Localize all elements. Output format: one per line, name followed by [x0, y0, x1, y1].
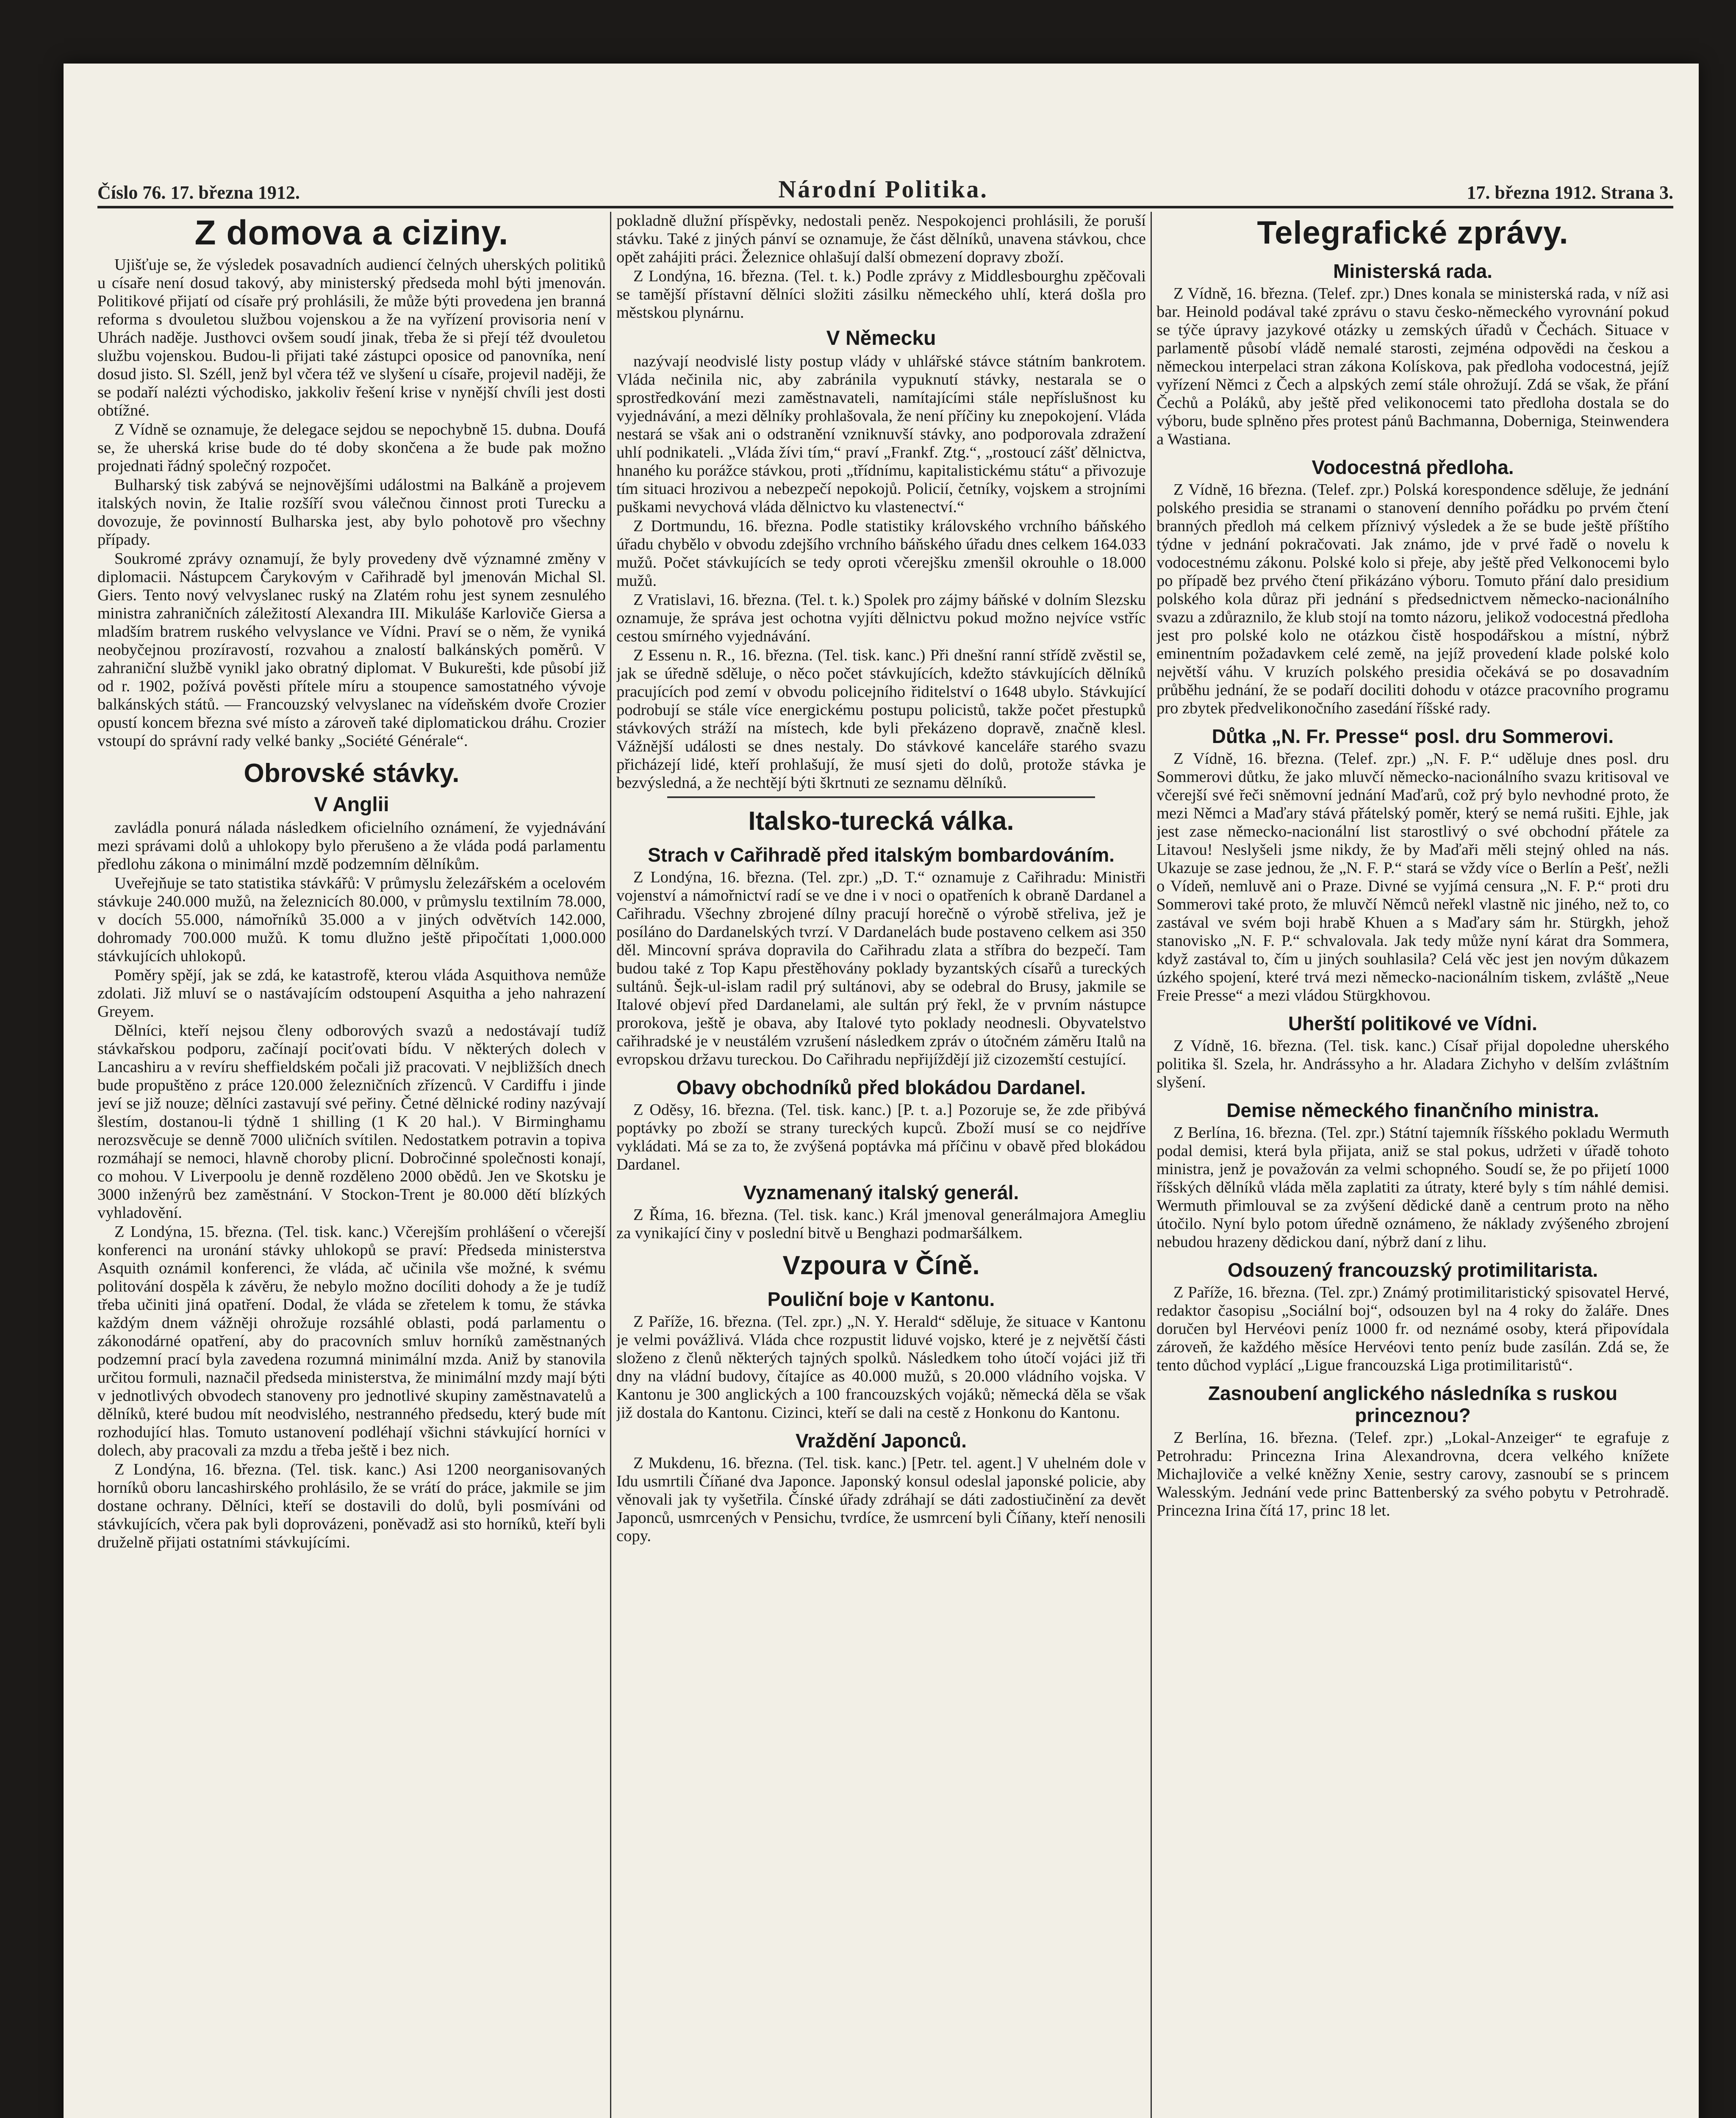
column-2: [616, 212, 1146, 2118]
article-subheadline: Vodocestná předloha.: [1312, 456, 1514, 478]
article-paragraph: Z Vídně se oznamuje, že delegace sejdou se nepochybně 15. dubna. Doufá se, že uherská krise bude do té doby skončena a že bude pak možno projednati řádný společný rozpočet.: [97, 421, 606, 475]
article-paragraph: pokladně dlužní příspěvky, nedostali peněz. Nespokojenci prohlásili, že poruší stávku. Také z jiných pánví se oznamuje, že část dělníků, unavena stávkou, chce opět zahájiti práci. Železnice ohlašují další obmezení dopravy zboží.: [616, 212, 1146, 266]
article-subheadline: Ministerská rada.: [1333, 260, 1492, 282]
article-paragraph: Poměry spějí, jak se zdá, ke katastrofě, kterou vláda Asquithova nemůže zdolati. Již mluví se o nastávajícím odstoupení Asquitha a jeho nahrazení Greyem.: [97, 966, 606, 1020]
header-page-number: 17. března 1912. Strana 3.: [1467, 182, 1673, 203]
article-subheadline: Zasnoubení anglického následníka s ruskou princeznou?: [1208, 1382, 1618, 1426]
article-paragraph: Z Paříže, 16. března. (Tel. zpr.) Známý protimilitaristický spisovatel Hervé, redaktor časopisu „Sociální boj“, odsouzen byl na 4 roky do žaláře. Dnes doručen byl Hervéovi peníz 1000 fr. od neznámé osoby, která připovídala zároveň, že každého měsíce Hervéovi tento peníz bude zasílán. Zdá se, že tento důchod vyplácí „Ligue francouzská Liga protimilitaristů“.: [1156, 1284, 1669, 1374]
column-rule: [610, 212, 611, 2118]
column-1: [97, 212, 606, 2118]
article-paragraph: Z Vídně, 16. března. (Telef. zpr.) Dnes konala se ministerská rada, v níž asi bar. Heinold podával také zprávu o stavu česko-německého vyrovnání pokud se týče úpravy jazykové otázky u zemských úřadů v Čechách. Situace v parlamentě působí vládě nemalé starosti, zejména odpovědi na českou a německou interpelaci stran zákona Kolískova, pak předloha vodocestná, jejíž vyřízení Němci z Čech a alpských zemí stále ohrožují. Zdá se však, že přání Čechů a Poláků, aby ještě před velikonocemi tato předloha dostala se do výboru, bude splněno přes protest pánů Bachmanna, Doberniga, Steinwendera a Wastiana.: [1156, 285, 1669, 448]
article-paragraph: Z Dortmundu, 16. března. Podle statistiky královského vrchního báňského úřadu chybělo v obvodu zdejšího vrchního báňského úřadu dnes celkem 164.033 mužů. Počet stávkujících se tedy oproti včerejšku zmenšil okrouhle o 18.000 mužů.: [616, 517, 1146, 590]
article-paragraph: Z Paříže, 16. března. (Tel. zpr.) „N. Y. Herald“ sděluje, že situace v Kantonu je velmi povážlivá. Vláda chce rozpustit liduvé vojsko, které je z největší části složeno z členů některých tajných spolků. Následkem toho útočí vojáci již tři dny na vládní budovy, čítajíce as 40.000 mužů, s 20.000 vládního vojska. V Kantonu je 300 anglických a 100 francouzských vojáků; německá děla se však již dostala do Kantonu. Cizinci, kteří se dali na cestě z Honkonu do Kantonu.: [616, 1313, 1146, 1422]
article-paragraph: Z Londýna, 16. března. (Tel. zpr.) „D. T.“ oznamuje z Cařihradu: Ministři vojenství a námořnictví radí se ve dne i v noci o opatřeních k obraně Dardanel a Cařihradu. Všechny zbrojené dílny pracují horečně o výrobě střeliva, jež je posíláno do Dardanelských tvrzí. V Dardanelách bude postaveno celkem asi 350 děl. Mincovní správa dopravila do Cařihradu zlata a stříbra do bezpečí. Tam budou také z Top Kapu přestěhovány poklady byzantských císařů a tureckých sultánů. Šejk-ul-islam radil prý sultánovi, aby se odebral do Brusy, jakmile se Italové objeví před Dardanelami, ale sultán prý řekl, že v prvním nástupce prorokova, ještě je obava, aby Italové tyto poklady neodnesli. Obyvatelstvo cařihradské je v neustálém vzrušení následkem zpráv o útočném záměru Italů na evropskou državu tureckou. Do Cařihradu nepřijíždějí již cizozemští cestující.: [616, 868, 1146, 1068]
column-3: [1156, 212, 1669, 2118]
article-paragraph: Z Vídně, 16. března. (Telef. zpr.) „N. F. P.“ uděluje dnes posl. dru Sommerovi důtku, že jako mluvčí německo-nacionálního svazu kritisoval ve včerejší své řeči sněmovní jednání Maďarů, což prý bylo nevhodné proto, že mezi Němci a Maďary stává přátelský poměr, který se nemá rušiti. Ejhle, jak jest zase německo-nacionální list starostlivý o své obchodní přátele za Litavou! Neslyšeli jsme nikdy, že by Maďaři měli stejný ohled na nás. Ukazuje se zase jednou, že „N. F. P.“ stará se vždy více o Berlín a Pešť, nežli o Vídeň, nemluvě ani o Praze. Divné se vyjímá censura „N. F. P.“ proti dru Sommerovi také proto, že mluvčí Němců neřekl vlastně nic jiného, než to, co zastával ve svém boji hrabě Khuen a s Maďary sám hr. Stürgkh, jehož stanovisko „N. F. P.“ schvalovala. Jak tedy může nyní kárat dra Sommera, když zastával to, čím u jiných souhlasila? Celá věc jest jen novým důkazem úzkého spojení, které trvá mezi německo-nacionálním tiskem, zvláště „Neue Freie Presse“ a mezi vládou Stürgkhovou.: [1156, 750, 1669, 1004]
article-subheadline: V Německu: [826, 327, 936, 349]
article-subheadline: Strach v Cařihradě před italským bombardováním.: [648, 844, 1115, 866]
article-paragraph: nazývají neodvislé listy postup vlády v uhlářské stávce státním bankrotem. Vláda nečinila nic, aby zabránila vypuknutí stávky, nestarala se o sprostředkování mezi zaměstnavateli, namítajícími stále nepříslušnost ku vyjednávání, a mezi dělníky prohlašovala, že není příčiny ku znepokojení. Vláda nestará se však ani o odstranění vzniknuvší stávky, ano podporovala zdražení uhlí podnikateli. „Vláda žívi tím,“ praví „Frankf. Ztg.“, „rostoucí zášť dělnictva, hnaného ku porážce stávkou, proti „třídnímu, kapitalistickému státu“ a přivozuje tím situaci hrozivou a nebezpečí nepokojů. Policií, četníky, vojskem a strojními puškami nevychová vláda dělnictvo ku vlastenectví.“: [616, 352, 1146, 516]
column-rule: [1151, 212, 1152, 2118]
section-title: Z domova a ciziny.: [194, 213, 509, 252]
article-paragraph: Bulharský tisk zabývá se nejnovějšími událostmi na Balkáně a projevem italských novin, že Italie rozšíří svou válečnou činnost proti Turecku a dovozuje, že povinností Bulharska jest, aby bylo pohotově pro všechny případy.: [97, 476, 606, 549]
article-paragraph: Uveřejňuje se tato statistika stávkářů: V průmyslu železářském a ocelovém stávkuje 240.000 mužů, na železnicích 80.000, v průmyslu textilním 78.000, v docích 55.000, námořníků 35.000 a v jiných odvětvích 142.000, dohromady 700.000 mužů. K tomu dlužno ještě připočítati 1,000.000 stávkujících uhlokopů.: [97, 874, 606, 965]
article-subheadline: Pouliční boje v Kantonu.: [767, 1288, 995, 1310]
article-paragraph: Z Berlína, 16. března. (Telef. zpr.) „Lokal-Anzeiger“ te egrafuje z Petrohradu: Princezna Irina Alexandrovna, dcera velkého knížete Michajloviče a velké kněžny Xenie, sestry carovy, zasnoubí se s princem Walesským. Jednání vede princ Battenberský za svého pobytu v Petrohradě. Princezna Irina čítá 17, princ 18 let.: [1156, 1429, 1669, 1519]
article-subheadline: Odsouzený francouzský protimilitarista.: [1227, 1259, 1598, 1281]
header-masthead: Národní Politika.: [778, 175, 988, 203]
section-divider: [667, 796, 1095, 798]
article-paragraph: Z Vratislavi, 16. března. (Tel. t. k.) Spolek pro zájmy báňské v dolním Slezsku oznamuje, že správa jest ochotna vyjíti dělnictvu pokud možno nejvíce vstříc cestou smírného vyjednávání.: [616, 591, 1146, 645]
article-subheadline: Demise německého finančního ministra.: [1226, 1099, 1599, 1121]
article-paragraph: Z Londýna, 16. března. (Tel. t. k.) Podle zprávy z Middlesbourghu zpěčovali se tamější přístavní dělníci složiti zásilku německého uhlí, která došla pro městskou plynárnu.: [616, 267, 1146, 322]
article-paragraph: Z Londýna, 15. března. (Tel. tisk. kanc.) Včerejším prohlášení o včerejší konferenci na uronání stávky uhlokopů se praví: Předseda ministerstva Asquith oznámil konferenci, že vláda, ač učinila vše možné, k svému politování dospěla k závěru, že nebylo možno docíliti dohody a že je tudíž třeba učiniti jiná opatření. Dodal, že vláda se zřetelem k tomu, že stávka každým dnem vážněji ohrožuje rozsáhlé oblasti, podá parlamentu o zákonodárné opatření, aby do pracovních smluv horníků zaměstnaných podzemní prací byla zavedena rozumná minimální mzda. Aniž by stanovila určitou formuli, naznačil předseda ministerstva, že minimální mzdy mají býti v jednotlivých obvodech stanoveny pro jednotlivé skupiny zaměstnavatelů a dělníků, které budou mít neodvislého, nestranného předsedu, který bude mít rozhodující hlas. Tomuto ustanovení podléhají všichni stávkující horníci v dolech, aby pracovali za mzdu a třeba ještě i bez nich.: [97, 1223, 606, 1459]
article-paragraph: zavládla ponurá nálada následkem oficielního oznámení, že vyjednávání mezi správami dolů a uhlokopy bylo přerušeno a že vláda podá parlamentu předlohu zákona o minimální mzdě podzemním dělníkům.: [97, 819, 606, 873]
article-headline: Vzpoura v Číně.: [782, 1251, 980, 1280]
article-subheadline: V Anglii: [314, 793, 389, 816]
newspaper-page: [64, 64, 1699, 2118]
article-headline: Obrovské stávky.: [244, 759, 460, 788]
article-subheadline: Vraždění Japonců.: [796, 1430, 967, 1452]
article-paragraph: Z Berlína, 16. března. (Tel. zpr.) Státní tajemník říšského pokladu Wermuth podal demisi, která byla přijata, aniž se stal pokus, udržeti v úřadě tohoto ministra, jenž je považován za velmi schopného. Soudí se, že po přijetí 1000 říšských dělníků vláda měla zaplatiti za útraty, které byly s tím náhlé demisi. Wermuth přimlouval se za zvýšení dědické daně a centrum proto na něho útočilo. Nyní bylo potom úředně oznámeno, že náklady zvýšeného zbrojení nebudou hrazeny dědickou daní, nýbrž daní z lihu.: [1156, 1124, 1669, 1251]
article-paragraph: Z Říma, 16. března. (Tel. tisk. kanc.) Král jmenoval generálmajora Amegliu za vynikající činy v poslední bitvě u Benghazi podmaršálkem.: [616, 1206, 1146, 1242]
running-header: [97, 165, 1673, 208]
article-subheadline: Vyznamenaný italský generál.: [743, 1181, 1019, 1203]
article-paragraph: Z Oděsy, 16. března. (Tel. tisk. kanc.) [P. t. a.] Pozoruje se, že zde přibývá poptávky po zboží se strany tureckých kupců. Zboží musí se co nejdříve vykládati. Má se za to, že zvýšená poptávka má příčinu v obavě před blokádou Dardanel.: [616, 1101, 1146, 1173]
article-subheadline: Obavy obchodníků před blokádou Dardanel.: [676, 1076, 1086, 1098]
article-paragraph: Soukromé zprávy oznamují, že byly provedeny dvě významné změny v diplomacii. Nástupcem Čarykovým v Cařihradě byl jmenován Michal Sl. Giers. Tento nový velvyslanec ruský na Zlatém rohu jest synem zesnulého ministra zahraničních záležitostí Alexandra III. Mikuláše Karloviče Giersa a mladším bratrem ruského velvyslance ve Vídni. Praví se o něm, že vyniká neobyčejnou prozíravostí, rozvahou a znalostí balkánských poměrů. V zahraniční službě vynikl jako obratný diplomat. V Bukurešti, kde působí již od r. 1902, požívá pověsti přítele míru a stoupence samostatného vývoje balkánských států. — Francouzský velvyslanec na vídeňském dvoře Crozier opustí koncem března své místo a zároveň také diplomatickou dráhu. Crozier vstoupí do správní rady velké banky „Société Générale“.: [97, 550, 606, 750]
article-paragraph: Ujišťuje se, že výsledek posavadních audiencí čelných uherských politiků u císaře není dosud takový, aby ministerský předseda mohl býti jmenován. Politikové přijatí od císaře prý prohlásili, že může býti provedena jen branná reforma s dvouletou službou vojenskou a že na vyřízení provisoria není v Uhrách naděje. Justhovci ovšem soudí jinak, třeba že si přejí též dvouletou službu vojenskou. Budou-li přijati také zástupci oposice od panovníka, není dosud jisto. Sl. Széll, jenž byl včera též ve slyšení u císaře, projevil naději, že se podaří nalézti východisko, jakkoliv řešení krise v nynější chvíli jest dosti obtížné.: [97, 256, 606, 419]
article-subheadline: Důtka „N. Fr. Presse“ posl. dru Sommerovi.: [1212, 725, 1614, 747]
article-paragraph: Z Mukdenu, 16. března. (Tel. tisk. kanc.) [Petr. tel. agent.] V uhelném dole v Idu usmrtili Číňané dva Japonce. Japonský konsul odeslal japonské policie, aby věnovali jak ty vyšetřila. Čínské úřady zdráhají se dáti zadostiučinění za devět Japonců, usmrcených v Pensichu, tvrdíce, že usmrcení byli Číňany, kteří nenosili copy.: [616, 1454, 1146, 1545]
article-paragraph: Z Vídně, 16 března. (Telef. zpr.) Polská korespondence sděluje, že jednání polského presidia se stranami o stanovení denního pořádku po prvém čtení branných předloh má celkem příznivý výsledek a že se bude ještě příštího týdne v jednání pokračovati. Jak známo, jde v prvé řadě o novelu k vodocestnému zákonu. Polské kolo si přeje, aby ještě před Velkonocemi bylo po případě bez prvého čtení přikázáno výboru. Tomuto přání dalo presidium polského kola důraz při jednání s předsednictvem německo-nacionálního svazu a zdůraznilo, že klub stojí na tomto názoru, jelikož vodocestná předloha jest pro polské kolo ne otázkou čistě hospodářskou a místní, nýbrž eminentním požadavkem celé země, na jejíž provedení klade polské kolo největší váhu. V kruzích polského presidia očekává se po dosavadním průběhu jednání, že se podaří dociliti dohodu v otázce pracovního programu pro zbytek předvelikonočního zasedání říšské rady.: [1156, 481, 1669, 717]
section-title: Telegrafické zprávy.: [1257, 215, 1569, 251]
article-paragraph: Dělníci, kteří nejsou členy odborových svazů a nedostávají tudíž stávkařskou podporu, začínají pociťovati bídu. V některých dolech v Lancashiru a v revíru sheffieldském počali již pracovati. V nejbližších dnech bude propuštěno z práce 120.000 železničních zřízenců. V Cardiffu i jinde jeví se již nouze; dělníci zastavují své peřiny. Četné dělnické rodiny nazývají šlestím, dostanou-li týdně 1 shilling (1 K 20 hal.). V Birminghamu nerozsvěcuje se denně 7000 uličních svítilen. Nedostatkem potravin a topiva rozmáhají se nemoci, hlavně choroby plicní. Dobročinné společnosti konají, co mohou. V Liverpoolu je denně rozděleno 2000 obědů. Jen ve Skotsku je 3000 inženýrů bez zaměstnání. V Stockon-Trent je 80.000 dětí blízkých vyhladovění.: [97, 1022, 606, 1222]
article-paragraph: Z Londýna, 16. března. (Tel. tisk. kanc.) Asi 1200 neorganisovaných horníků oboru lancashirského prohlásilo, že se vrátí do práce, jakmile se jim dostane ochrany. Dělníci, kteří se dostavili do dolů, byli posmíváni od stávkujících, včera pak byli doprovázeni, poněvadž asi sto horníků, kteří byli druželně přijati ostatními stávkujícími.: [97, 1461, 606, 1551]
article-paragraph: Z Vídně, 16. března. (Tel. tisk. kanc.) Císař přijal dopoledne uherského politika šl. Szela, hr. Andrássyho a hr. Aladara Zichyho v delším zvláštním slyšení.: [1156, 1037, 1669, 1091]
header-issue-date: Číslo 76. 17. března 1912.: [97, 182, 300, 203]
article-subheadline: Uherští politikové ve Vídni.: [1288, 1012, 1537, 1034]
article-headline: Italsko-turecká válka.: [748, 807, 1014, 836]
article-paragraph: Z Essenu n. R., 16. března. (Tel. tisk. kanc.) Při dnešní ranní střídě zvěstil se, jak se úředně sděluje, o něco počet stávkujících, kdežto stávkujících dělníků pracujících pod zemí v obvodu policejního řiditelství o 1648 ubylo. Stávkující podrobují se stále více energickému postupu policistů, takže počet přestupků stávkových stráží na místech, kde byli překázeno dopravě, značně klesl. Vážnější události se dnes nestaly. Do stávkové kanceláře starého svazu přicházejí lidé, kteří prohlašují, že musí sjeti do dolů, protože stávka je bezvýsledná, a že nechtějí býti škrtnuti ze seznamu dělníků.: [616, 646, 1146, 792]
